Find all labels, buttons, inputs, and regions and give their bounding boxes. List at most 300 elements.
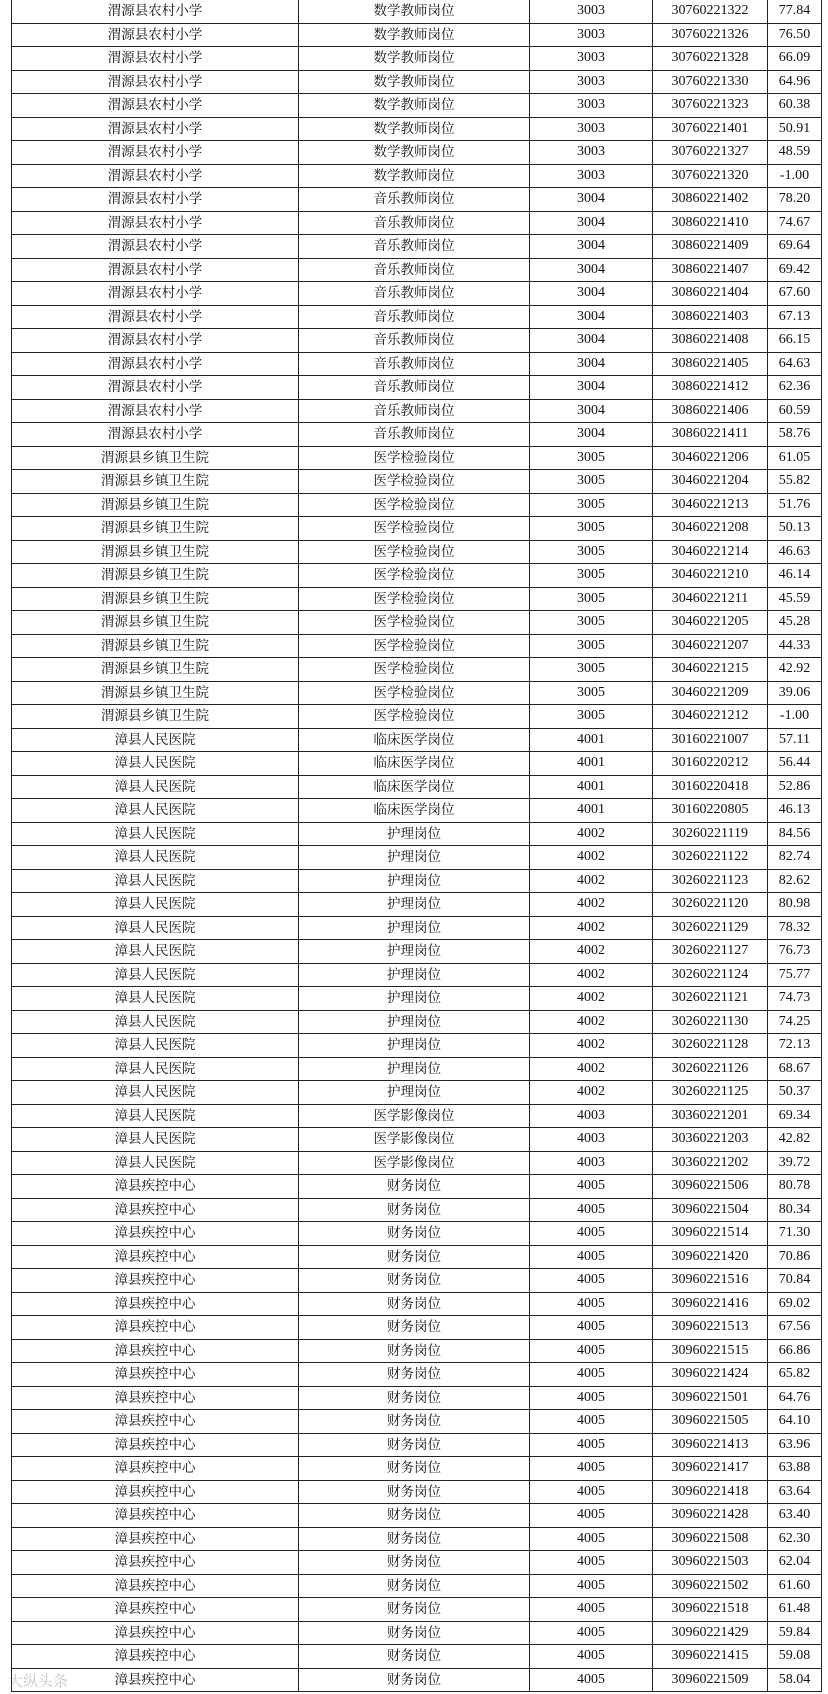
employer-cell: 漳县疾控中心 <box>12 1621 299 1645</box>
position-cell: 财务岗位 <box>299 1457 530 1481</box>
position-code-cell: 4001 <box>530 775 653 799</box>
position-cell: 数学教师岗位 <box>299 0 530 23</box>
exam-number-cell: 30160220212 <box>653 752 768 776</box>
table-row <box>12 1269 822 1293</box>
score-cell: 67.13 <box>768 305 822 329</box>
exam-number-cell: 30360221201 <box>653 1104 768 1128</box>
exam-number-cell: 30460221209 <box>653 681 768 705</box>
position-code-cell: 3004 <box>530 235 653 259</box>
position-cell: 财务岗位 <box>299 1668 530 1692</box>
position-cell: 数学教师岗位 <box>299 47 530 71</box>
table-row <box>12 1645 822 1669</box>
employer-cell: 渭源县农村小学 <box>12 141 299 165</box>
exam-number-cell: 30260221121 <box>653 987 768 1011</box>
position-code-cell: 4001 <box>530 752 653 776</box>
table-row <box>12 446 822 470</box>
table-row <box>12 211 822 235</box>
position-code-cell: 4005 <box>530 1645 653 1669</box>
exam-number-cell: 30760221323 <box>653 94 768 118</box>
position-code-cell: 3003 <box>530 47 653 71</box>
table-body <box>12 0 822 1692</box>
employer-cell: 漳县疾控中心 <box>12 1457 299 1481</box>
position-code-cell: 4005 <box>530 1527 653 1551</box>
position-code-cell: 3004 <box>530 258 653 282</box>
employer-cell: 漳县人民医院 <box>12 1104 299 1128</box>
position-code-cell: 4002 <box>530 822 653 846</box>
score-cell: 62.04 <box>768 1551 822 1575</box>
employer-cell: 渭源县农村小学 <box>12 0 299 23</box>
score-cell: 63.88 <box>768 1457 822 1481</box>
score-cell: 63.40 <box>768 1504 822 1528</box>
exam-number-cell: 30760221401 <box>653 117 768 141</box>
position-code-cell: 4002 <box>530 846 653 870</box>
employer-cell: 漳县人民医院 <box>12 775 299 799</box>
exam-number-cell: 30260221122 <box>653 846 768 870</box>
table-row <box>12 1527 822 1551</box>
position-cell: 医学检验岗位 <box>299 540 530 564</box>
employer-cell: 漳县疾控中心 <box>12 1527 299 1551</box>
employer-cell: 渭源县乡镇卫生院 <box>12 705 299 729</box>
exam-number-cell: 30460221212 <box>653 705 768 729</box>
employer-cell: 渭源县农村小学 <box>12 94 299 118</box>
position-cell: 财务岗位 <box>299 1175 530 1199</box>
employer-cell: 漳县疾控中心 <box>12 1175 299 1199</box>
employer-cell: 漳县人民医院 <box>12 1057 299 1081</box>
exam-number-cell: 30260221120 <box>653 893 768 917</box>
employer-cell: 漳县疾控中心 <box>12 1316 299 1340</box>
exam-number-cell: 30960221503 <box>653 1551 768 1575</box>
exam-number-cell: 30460221204 <box>653 470 768 494</box>
exam-number-cell: 30860221409 <box>653 235 768 259</box>
position-code-cell: 4005 <box>530 1551 653 1575</box>
position-cell: 临床医学岗位 <box>299 775 530 799</box>
table-row <box>12 376 822 400</box>
table-row <box>12 94 822 118</box>
position-code-cell: 3004 <box>530 423 653 447</box>
table-row <box>12 1339 822 1363</box>
employer-cell: 漳县疾控中心 <box>12 1433 299 1457</box>
employer-cell: 渭源县农村小学 <box>12 423 299 447</box>
table-row <box>12 1198 822 1222</box>
employer-cell: 渭源县农村小学 <box>12 352 299 376</box>
position-cell: 临床医学岗位 <box>299 799 530 823</box>
position-code-cell: 4001 <box>530 799 653 823</box>
position-cell: 医学检验岗位 <box>299 564 530 588</box>
position-cell: 医学检验岗位 <box>299 705 530 729</box>
score-cell: 62.36 <box>768 376 822 400</box>
score-cell: 64.10 <box>768 1410 822 1434</box>
score-cell: 63.96 <box>768 1433 822 1457</box>
exam-number-cell: 30860221410 <box>653 211 768 235</box>
employer-cell: 漳县人民医院 <box>12 1034 299 1058</box>
score-cell: 74.73 <box>768 987 822 1011</box>
employer-cell: 渭源县乡镇卫生院 <box>12 634 299 658</box>
table-row <box>12 846 822 870</box>
position-cell: 音乐教师岗位 <box>299 352 530 376</box>
table-row <box>12 822 822 846</box>
table-row <box>12 1081 822 1105</box>
position-code-cell: 4002 <box>530 1010 653 1034</box>
exam-number-cell: 30960221509 <box>653 1668 768 1692</box>
score-cell: 67.56 <box>768 1316 822 1340</box>
exam-number-cell: 30460221210 <box>653 564 768 588</box>
employer-cell: 渭源县农村小学 <box>12 47 299 71</box>
exam-number-cell: 30960221428 <box>653 1504 768 1528</box>
employer-cell: 漳县人民医院 <box>12 1081 299 1105</box>
position-cell: 护理岗位 <box>299 893 530 917</box>
position-code-cell: 4002 <box>530 940 653 964</box>
employer-cell: 漳县疾控中心 <box>12 1551 299 1575</box>
score-cell: 59.08 <box>768 1645 822 1669</box>
score-cell: 82.62 <box>768 869 822 893</box>
employer-cell: 渭源县乡镇卫生院 <box>12 587 299 611</box>
position-code-cell: 4005 <box>530 1316 653 1340</box>
position-code-cell: 4002 <box>530 893 653 917</box>
position-code-cell: 3003 <box>530 141 653 165</box>
position-code-cell: 4002 <box>530 869 653 893</box>
position-code-cell: 3005 <box>530 493 653 517</box>
table-row <box>12 141 822 165</box>
score-cell: 71.30 <box>768 1222 822 1246</box>
score-cell: 57.11 <box>768 728 822 752</box>
exam-number-cell: 30960221506 <box>653 1175 768 1199</box>
position-cell: 临床医学岗位 <box>299 752 530 776</box>
score-cell: 78.20 <box>768 188 822 212</box>
employer-cell: 漳县疾控中心 <box>12 1574 299 1598</box>
position-cell: 数学教师岗位 <box>299 141 530 165</box>
employer-cell: 漳县疾控中心 <box>12 1269 299 1293</box>
table-row <box>12 587 822 611</box>
exam-number-cell: 30760221326 <box>653 23 768 47</box>
employer-cell: 渭源县农村小学 <box>12 211 299 235</box>
table-row <box>12 1433 822 1457</box>
position-cell: 护理岗位 <box>299 916 530 940</box>
employer-cell: 漳县人民医院 <box>12 987 299 1011</box>
exam-number-cell: 30760221320 <box>653 164 768 188</box>
employer-cell: 漳县疾控中心 <box>12 1410 299 1434</box>
position-cell: 数学教师岗位 <box>299 117 530 141</box>
table-row <box>12 282 822 306</box>
table-row <box>12 1621 822 1645</box>
position-code-cell: 4005 <box>530 1574 653 1598</box>
table-row <box>12 164 822 188</box>
position-code-cell: 4005 <box>530 1410 653 1434</box>
position-cell: 医学检验岗位 <box>299 634 530 658</box>
table-row <box>12 1480 822 1504</box>
position-code-cell: 4005 <box>530 1504 653 1528</box>
employer-cell: 渭源县乡镇卫生院 <box>12 658 299 682</box>
employer-cell: 漳县人民医院 <box>12 752 299 776</box>
score-cell: -1.00 <box>768 705 822 729</box>
exam-number-cell: 30960221501 <box>653 1386 768 1410</box>
exam-number-cell: 30860221405 <box>653 352 768 376</box>
employer-cell: 漳县人民医院 <box>12 799 299 823</box>
table-row <box>12 188 822 212</box>
employer-cell: 渭源县乡镇卫生院 <box>12 517 299 541</box>
table-row <box>12 728 822 752</box>
employer-cell: 漳县人民医院 <box>12 963 299 987</box>
score-cell: 72.13 <box>768 1034 822 1058</box>
score-cell: 56.44 <box>768 752 822 776</box>
table-row <box>12 1668 822 1692</box>
exam-number-cell: 30960221502 <box>653 1574 768 1598</box>
position-code-cell: 4005 <box>530 1363 653 1387</box>
table-row <box>12 634 822 658</box>
exam-number-cell: 30960221505 <box>653 1410 768 1434</box>
position-code-cell: 4002 <box>530 1057 653 1081</box>
employer-cell: 漳县疾控中心 <box>12 1292 299 1316</box>
position-cell: 财务岗位 <box>299 1504 530 1528</box>
score-cell: 46.14 <box>768 564 822 588</box>
table-row <box>12 540 822 564</box>
position-cell: 数学教师岗位 <box>299 164 530 188</box>
exam-number-cell: 30160220805 <box>653 799 768 823</box>
exam-number-cell: 30860221407 <box>653 258 768 282</box>
position-code-cell: 4005 <box>530 1457 653 1481</box>
employer-cell: 漳县疾控中心 <box>12 1339 299 1363</box>
position-cell: 医学检验岗位 <box>299 681 530 705</box>
employer-cell: 渭源县农村小学 <box>12 305 299 329</box>
exam-number-cell: 30860221402 <box>653 188 768 212</box>
exam-number-cell: 30260221125 <box>653 1081 768 1105</box>
score-table <box>11 0 822 1692</box>
position-cell: 音乐教师岗位 <box>299 211 530 235</box>
score-cell: 39.72 <box>768 1151 822 1175</box>
position-code-cell: 4005 <box>530 1292 653 1316</box>
position-code-cell: 3005 <box>530 658 653 682</box>
position-code-cell: 4002 <box>530 987 653 1011</box>
exam-number-cell: 30460221206 <box>653 446 768 470</box>
employer-cell: 渭源县乡镇卫生院 <box>12 564 299 588</box>
score-cell: 64.76 <box>768 1386 822 1410</box>
employer-cell: 漳县疾控中心 <box>12 1668 299 1692</box>
position-cell: 财务岗位 <box>299 1410 530 1434</box>
position-code-cell: 4005 <box>530 1433 653 1457</box>
exam-number-cell: 30960221429 <box>653 1621 768 1645</box>
score-cell: 60.59 <box>768 399 822 423</box>
table-row <box>12 1175 822 1199</box>
table-row <box>12 987 822 1011</box>
score-cell: 80.34 <box>768 1198 822 1222</box>
exam-number-cell: 30460221214 <box>653 540 768 564</box>
position-code-cell: 4005 <box>530 1386 653 1410</box>
table-row <box>12 916 822 940</box>
position-code-cell: 4005 <box>530 1598 653 1622</box>
employer-cell: 漳县人民医院 <box>12 869 299 893</box>
score-cell: 69.34 <box>768 1104 822 1128</box>
position-code-cell: 3004 <box>530 211 653 235</box>
score-cell: 61.48 <box>768 1598 822 1622</box>
position-cell: 护理岗位 <box>299 1081 530 1105</box>
score-cell: 69.02 <box>768 1292 822 1316</box>
score-cell: 51.76 <box>768 493 822 517</box>
score-cell: 60.38 <box>768 94 822 118</box>
score-cell: 78.32 <box>768 916 822 940</box>
exam-number-cell: 30960221420 <box>653 1245 768 1269</box>
score-cell: 66.86 <box>768 1339 822 1363</box>
exam-number-cell: 30160220418 <box>653 775 768 799</box>
score-cell: 50.37 <box>768 1081 822 1105</box>
position-cell: 音乐教师岗位 <box>299 258 530 282</box>
position-cell: 财务岗位 <box>299 1292 530 1316</box>
position-cell: 护理岗位 <box>299 940 530 964</box>
table-row <box>12 963 822 987</box>
table-row <box>12 235 822 259</box>
employer-cell: 渭源县乡镇卫生院 <box>12 611 299 635</box>
exam-number-cell: 30860221406 <box>653 399 768 423</box>
table-row <box>12 47 822 71</box>
exam-number-cell: 30460221211 <box>653 587 768 611</box>
position-cell: 财务岗位 <box>299 1339 530 1363</box>
position-code-cell: 4005 <box>530 1269 653 1293</box>
position-cell: 医学影像岗位 <box>299 1128 530 1152</box>
employer-cell: 漳县疾控中心 <box>12 1198 299 1222</box>
employer-cell: 渭源县农村小学 <box>12 258 299 282</box>
score-cell: 62.30 <box>768 1527 822 1551</box>
position-cell: 音乐教师岗位 <box>299 188 530 212</box>
position-code-cell: 4002 <box>530 1034 653 1058</box>
position-code-cell: 4001 <box>530 728 653 752</box>
score-cell: 77.84 <box>768 0 822 23</box>
score-cell: 45.59 <box>768 587 822 611</box>
score-cell: 61.05 <box>768 446 822 470</box>
position-cell: 音乐教师岗位 <box>299 235 530 259</box>
position-cell: 音乐教师岗位 <box>299 376 530 400</box>
employer-cell: 漳县疾控中心 <box>12 1363 299 1387</box>
exam-number-cell: 30460221208 <box>653 517 768 541</box>
position-code-cell: 4002 <box>530 1081 653 1105</box>
table-row <box>12 1386 822 1410</box>
position-code-cell: 4002 <box>530 963 653 987</box>
score-cell: 70.84 <box>768 1269 822 1293</box>
position-code-cell: 3003 <box>530 0 653 23</box>
employer-cell: 渭源县农村小学 <box>12 282 299 306</box>
table-row <box>12 1551 822 1575</box>
employer-cell: 渭源县乡镇卫生院 <box>12 470 299 494</box>
score-cell: 66.15 <box>768 329 822 353</box>
exam-number-cell: 30860221408 <box>653 329 768 353</box>
score-cell: -1.00 <box>768 164 822 188</box>
score-cell: 64.63 <box>768 352 822 376</box>
exam-number-cell: 30960221518 <box>653 1598 768 1622</box>
employer-cell: 渭源县乡镇卫生院 <box>12 493 299 517</box>
position-cell: 护理岗位 <box>299 1034 530 1058</box>
position-code-cell: 3003 <box>530 94 653 118</box>
exam-number-cell: 30960221416 <box>653 1292 768 1316</box>
position-cell: 财务岗位 <box>299 1198 530 1222</box>
position-cell: 护理岗位 <box>299 1010 530 1034</box>
position-cell: 财务岗位 <box>299 1480 530 1504</box>
table-row <box>12 1128 822 1152</box>
position-cell: 音乐教师岗位 <box>299 329 530 353</box>
exam-number-cell: 30360221203 <box>653 1128 768 1152</box>
exam-number-cell: 30260221127 <box>653 940 768 964</box>
score-cell: 74.67 <box>768 211 822 235</box>
score-cell: 58.04 <box>768 1668 822 1692</box>
position-code-cell: 3005 <box>530 611 653 635</box>
table-row <box>12 564 822 588</box>
score-cell: 64.96 <box>768 70 822 94</box>
position-cell: 医学影像岗位 <box>299 1151 530 1175</box>
employer-cell: 渭源县乡镇卫生院 <box>12 446 299 470</box>
score-cell: 76.50 <box>768 23 822 47</box>
position-cell: 音乐教师岗位 <box>299 282 530 306</box>
table-row <box>12 775 822 799</box>
exam-number-cell: 30260221124 <box>653 963 768 987</box>
table-row <box>12 1316 822 1340</box>
table-row <box>12 705 822 729</box>
position-cell: 临床医学岗位 <box>299 728 530 752</box>
employer-cell: 渭源县农村小学 <box>12 70 299 94</box>
exam-number-cell: 30960221516 <box>653 1269 768 1293</box>
exam-number-cell: 30960221424 <box>653 1363 768 1387</box>
position-code-cell: 3005 <box>530 705 653 729</box>
employer-cell: 渭源县农村小学 <box>12 188 299 212</box>
employer-cell: 漳县人民医院 <box>12 728 299 752</box>
position-cell: 护理岗位 <box>299 869 530 893</box>
exam-number-cell: 30460221205 <box>653 611 768 635</box>
score-cell: 65.82 <box>768 1363 822 1387</box>
score-cell: 44.33 <box>768 634 822 658</box>
employer-cell: 漳县疾控中心 <box>12 1386 299 1410</box>
position-code-cell: 3005 <box>530 517 653 541</box>
table-row <box>12 399 822 423</box>
table-row <box>12 517 822 541</box>
position-cell: 数学教师岗位 <box>299 94 530 118</box>
watermark: 大纵头条 <box>8 1672 69 1690</box>
table-row <box>12 1292 822 1316</box>
position-cell: 财务岗位 <box>299 1645 530 1669</box>
score-cell: 70.86 <box>768 1245 822 1269</box>
score-cell: 74.25 <box>768 1010 822 1034</box>
score-cell: 46.13 <box>768 799 822 823</box>
position-cell: 音乐教师岗位 <box>299 399 530 423</box>
exam-number-cell: 30760221327 <box>653 141 768 165</box>
position-cell: 财务岗位 <box>299 1222 530 1246</box>
employer-cell: 渭源县农村小学 <box>12 164 299 188</box>
table-row <box>12 117 822 141</box>
table-row <box>12 70 822 94</box>
exam-number-cell: 30860221412 <box>653 376 768 400</box>
table-row <box>12 1245 822 1269</box>
position-cell: 护理岗位 <box>299 1057 530 1081</box>
employer-cell: 漳县疾控中心 <box>12 1504 299 1528</box>
exam-number-cell: 30260221126 <box>653 1057 768 1081</box>
score-cell: 59.84 <box>768 1621 822 1645</box>
exam-number-cell: 30760221322 <box>653 0 768 23</box>
position-code-cell: 4003 <box>530 1104 653 1128</box>
table-row <box>12 1104 822 1128</box>
exam-number-cell: 30260221129 <box>653 916 768 940</box>
position-code-cell: 4005 <box>530 1480 653 1504</box>
table-row <box>12 423 822 447</box>
position-cell: 财务岗位 <box>299 1316 530 1340</box>
position-code-cell: 3004 <box>530 399 653 423</box>
table-row <box>12 305 822 329</box>
position-cell: 财务岗位 <box>299 1574 530 1598</box>
position-code-cell: 3003 <box>530 23 653 47</box>
score-cell: 76.73 <box>768 940 822 964</box>
exam-number-cell: 30960221504 <box>653 1198 768 1222</box>
score-cell: 68.67 <box>768 1057 822 1081</box>
position-code-cell: 3005 <box>530 564 653 588</box>
position-cell: 医学影像岗位 <box>299 1104 530 1128</box>
position-code-cell: 3005 <box>530 587 653 611</box>
score-cell: 69.64 <box>768 235 822 259</box>
employer-cell: 渭源县农村小学 <box>12 399 299 423</box>
table-row <box>12 1034 822 1058</box>
score-cell: 61.60 <box>768 1574 822 1598</box>
